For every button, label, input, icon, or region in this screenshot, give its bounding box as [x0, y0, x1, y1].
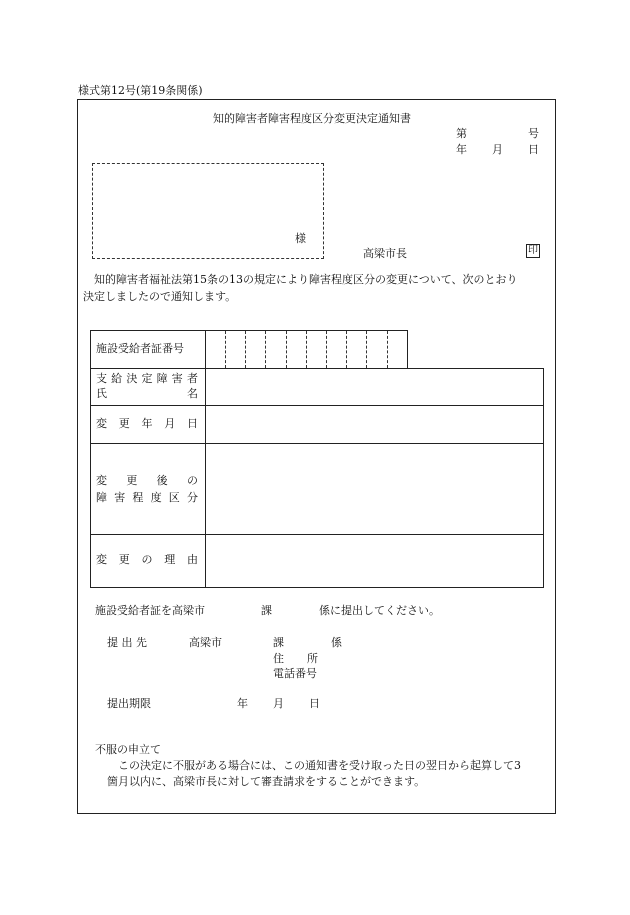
appeal-line2: 箇月以内に、高梁市長に対して審査請求をすることができます。	[107, 775, 426, 788]
submit-instruction-ka: 課	[261, 604, 272, 617]
submit-to-kakari: 係	[331, 636, 342, 649]
submit-to-label: 提 出 先	[107, 636, 147, 649]
label-recipient-a: 支 給 決 定 障 害 者	[96, 372, 198, 385]
body-text-line2: 決定しましたので通知します。	[83, 290, 237, 303]
submit-instruction-part2: 係に提出してください。	[319, 604, 440, 617]
date-month: 月	[492, 143, 503, 156]
number-go: 号	[528, 127, 539, 140]
number-dai: 第	[456, 127, 467, 140]
new-level-field[interactable]	[206, 444, 543, 534]
addressee-suffix: 様	[295, 232, 306, 245]
change-date-field[interactable]	[206, 406, 543, 443]
appeal-line1: この決定に不服がある場合には、この通知書を受け取った日の翌日から起算して3	[118, 759, 521, 772]
addressee-box	[92, 163, 324, 259]
deadline-month: 月	[273, 697, 284, 710]
label-recipient-b: 氏 名	[96, 387, 198, 400]
label-change-date: 変 更 年 月 日	[96, 417, 198, 430]
phone-label: 電話番号	[273, 667, 317, 680]
submit-to-ka: 課	[273, 636, 284, 649]
change-reason-field[interactable]	[206, 535, 543, 587]
deadline-label: 提出期限	[107, 697, 151, 710]
deadline-year: 年	[237, 697, 248, 710]
document-title: 知的障害者障害程度区分変更決定通知書	[213, 112, 411, 125]
label-change-reason: 変 更 の 理 由	[96, 553, 198, 566]
date-year: 年	[456, 143, 467, 156]
appeal-heading: 不服の申立て	[95, 743, 161, 756]
date-day: 日	[528, 143, 539, 156]
body-text-line1: 知的障害者福祉法第15条の13の規定により障害程度区分の変更について、次のとおり	[94, 273, 518, 286]
issuer-name: 高梁市長	[363, 247, 407, 260]
recipient-name-field[interactable]	[206, 369, 543, 405]
label-new-level-b: 障 害 程 度 区 分	[96, 491, 198, 504]
certificate-number-cells[interactable]	[206, 331, 407, 368]
address-label: 住 所	[273, 652, 318, 665]
label-certificate-number: 施設受給者証番号	[96, 342, 184, 355]
submit-to-city: 高梁市	[189, 636, 222, 649]
deadline-day: 日	[309, 697, 320, 710]
seal-mark: 印	[528, 245, 538, 256]
submit-instruction-part1: 施設受給者証を高梁市	[95, 604, 205, 617]
form-number: 様式第12号(第19条関係)	[78, 84, 203, 97]
label-new-level-a: 変 更 後 の	[96, 474, 198, 487]
